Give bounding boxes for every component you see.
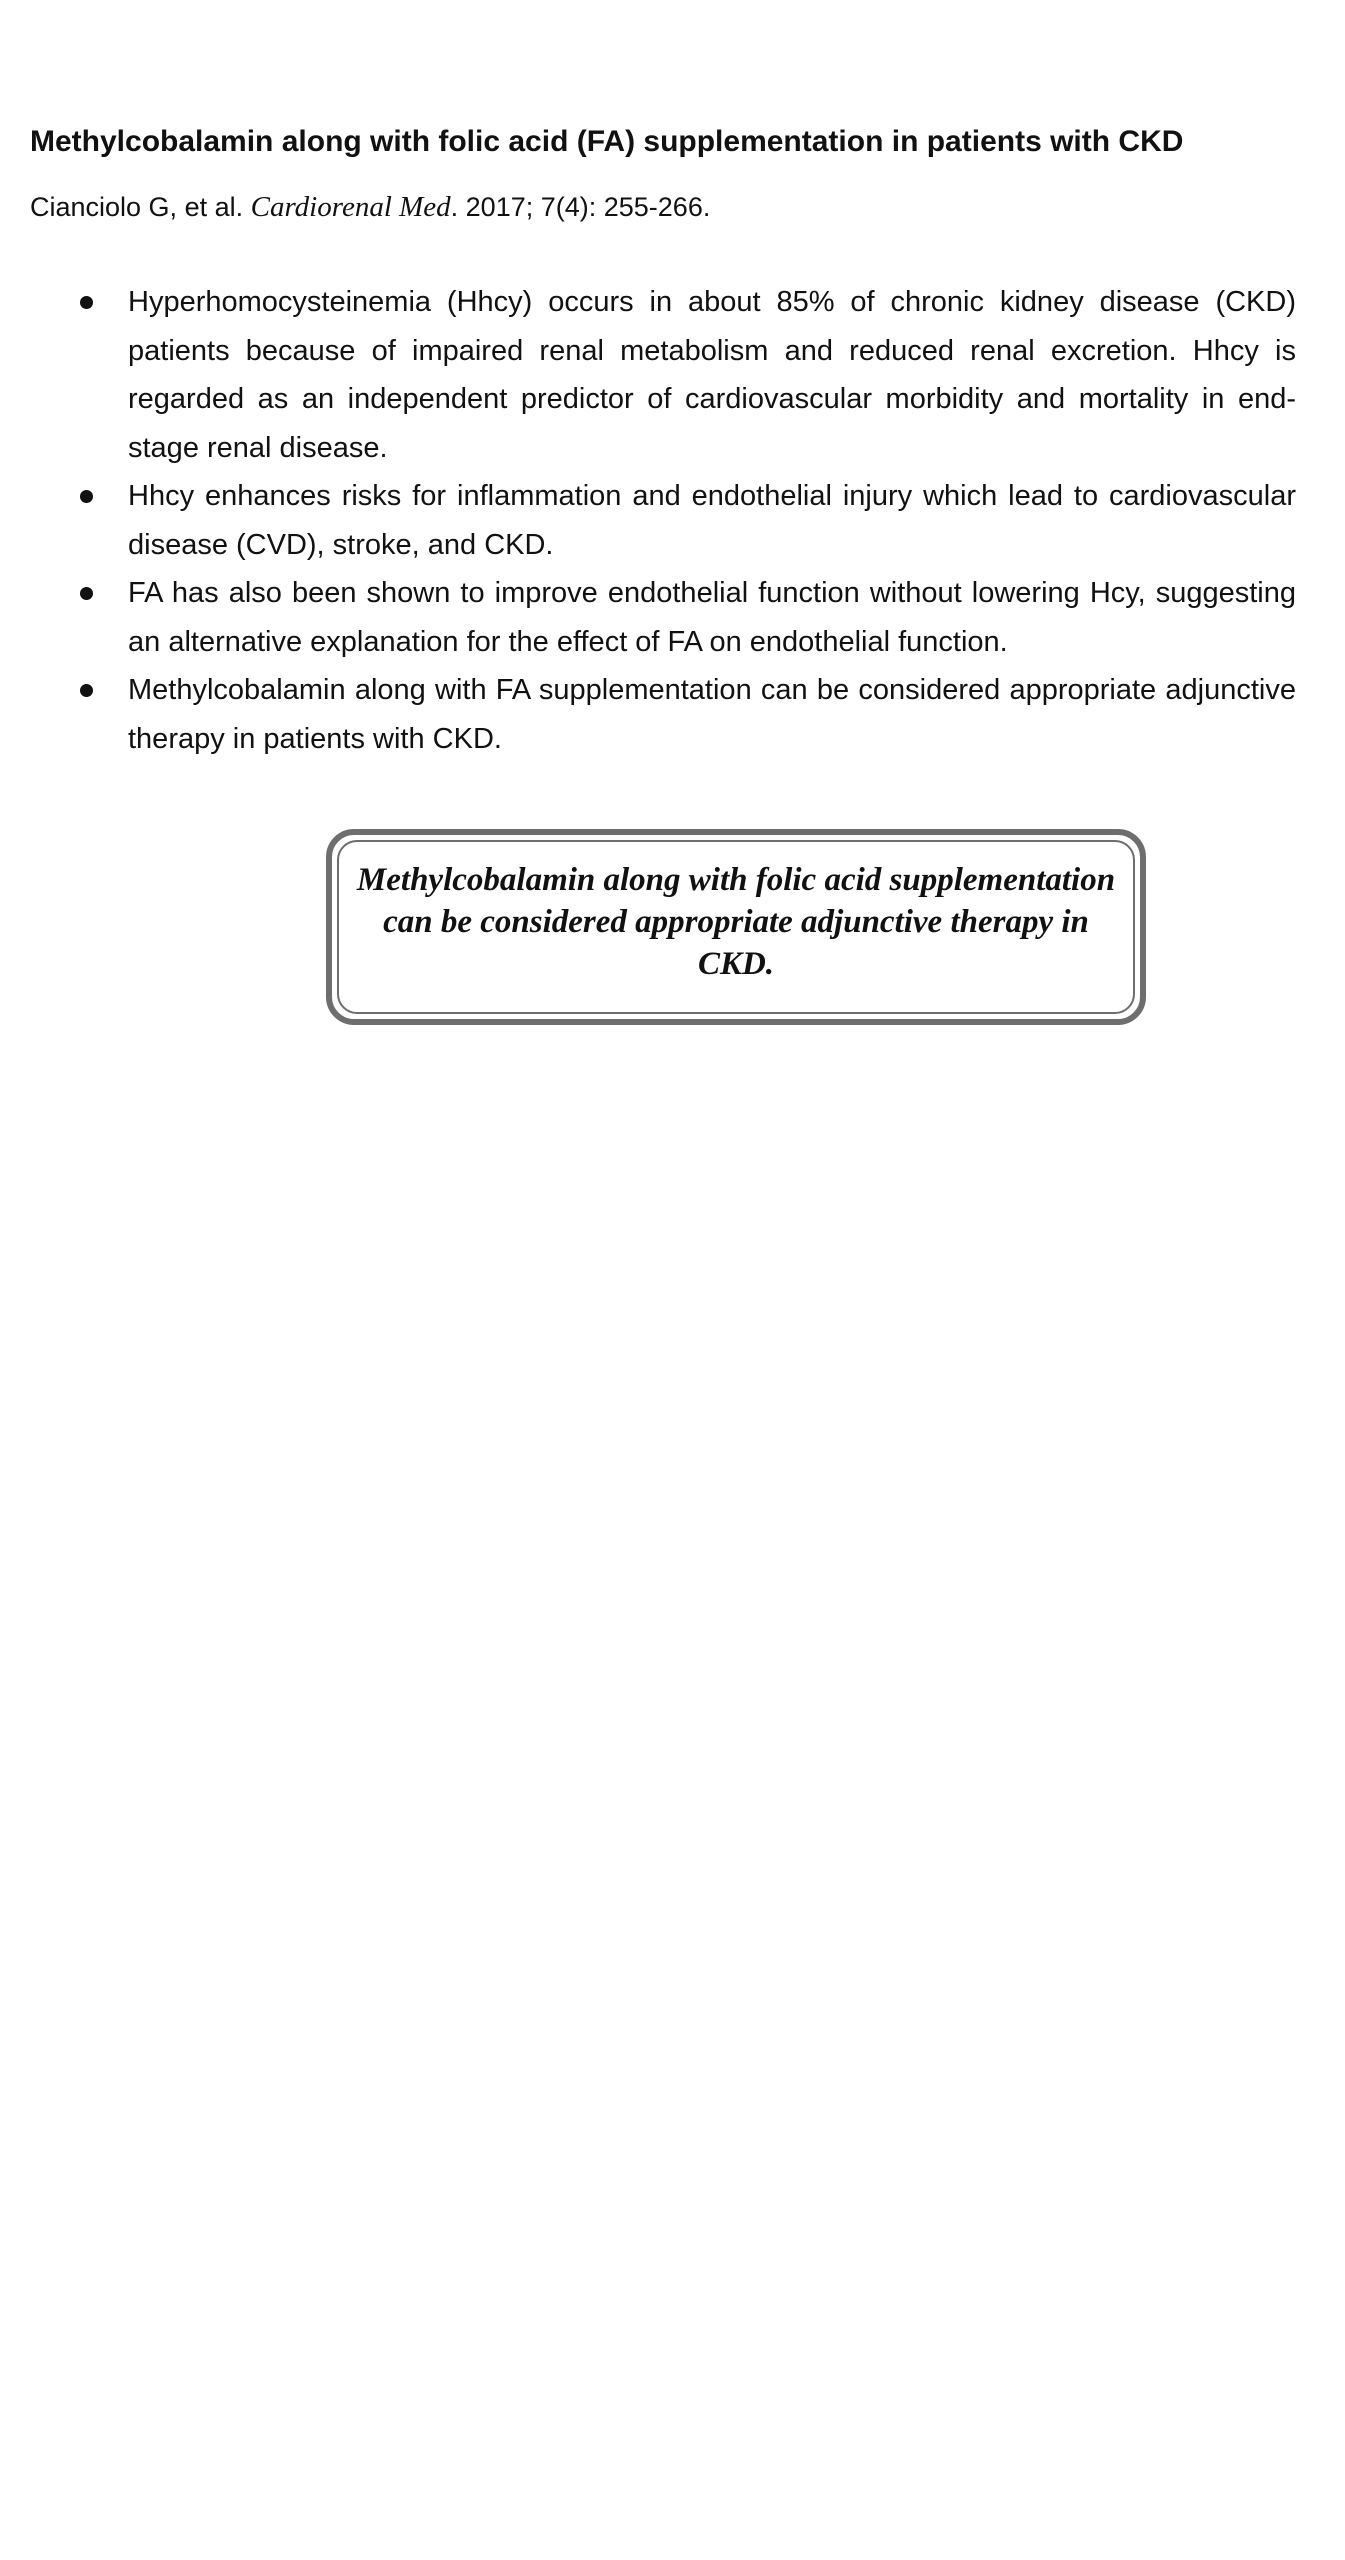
bullet-icon [80, 587, 93, 600]
citation-authors: Cianciolo G, et al. [30, 192, 244, 222]
list-item-text: Hhcy enhances risks for inflammation and endothelial injury which lead to cardiovascular disease (CVD), stroke, and CKD. [128, 480, 1296, 561]
list-item-text: FA has also been shown to improve endothelial function without lowering Hcy, suggesting an alternative explanation for the effect of FA on endothelial function. [128, 577, 1296, 658]
list-item [128, 472, 1296, 569]
citation-journal: Cardiorenal Med [250, 191, 451, 223]
list-item [128, 569, 1296, 666]
key-points-list [128, 278, 1296, 763]
list-item [128, 666, 1296, 763]
conclusion-callout-box [326, 829, 1146, 1025]
bullet-icon [80, 296, 93, 309]
list-item-text: Methylcobalamin along with FA supplementation can be considered appropriate adjunctive therapy in patients with CKD. [128, 674, 1296, 755]
list-item [128, 278, 1296, 472]
bullet-icon [80, 490, 93, 503]
citation-details: . 2017; 7(4): 255-266. [450, 192, 711, 222]
bullet-icon [80, 684, 93, 697]
document-title: Methylcobalamin along with folic acid (FA) supplementation in patients with CKD [30, 125, 1184, 158]
conclusion-callout-text: Methylcobalamin along with folic acid supplementation can be considered appropriate adjunctive therapy in CKD. [356, 862, 1116, 982]
list-item-text: Hyperhomocysteinemia (Hhcy) occurs in about 85% of chronic kidney disease (CKD) patients because of impaired renal metabolism and reduced renal excretion. Hhcy is regarded as an independent predictor of cardiovascular morbidity and mortality in end-stage renal disease. [128, 286, 1296, 464]
citation [30, 188, 1320, 226]
